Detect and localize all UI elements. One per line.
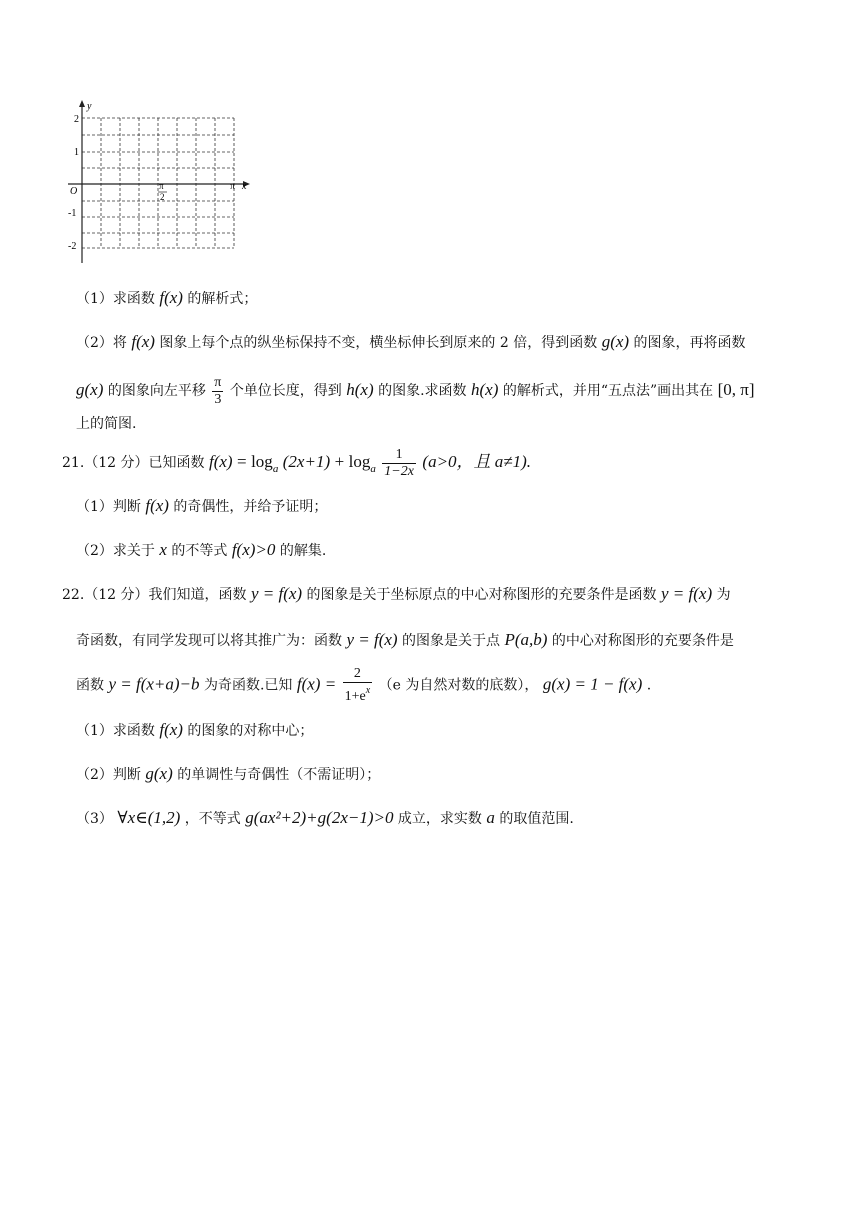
q22-part3: （3） ∀x∈(1,2) ，不等式 g(ax²+2)+g(2x−1)>0 成立，求实数 a 的取值范围. xyxy=(76,808,574,827)
q22-line1: 22.（12 分）我们知道，函数 y = f(x) 的图象是关于坐标原点的中心对称图形的充要条件是函数 y = f(x) 为 xyxy=(62,584,731,603)
q21-part1: （1）判断 f(x) 的奇偶性，并给予证明； xyxy=(76,496,328,515)
y-tick-neg1: -1 xyxy=(68,208,77,219)
y-tick-neg2: -2 xyxy=(68,241,77,252)
q21-part2: （2）求关于 x 的不等式 f(x)>0 的解集. xyxy=(76,540,327,559)
y-tick-2: 2 xyxy=(74,114,79,125)
q20-part2-line3: 上的简图. xyxy=(76,416,137,432)
q22-line3: 函数 y = f(x+a)−b 为奇函数.已知 f(x) = $\frac{2}{1+e^x}$ （e 为自然对数的底数）， g(x) = 1 − f(x) . xyxy=(76,666,652,704)
q20-part2-line2: g(x) 的图象向左平移 $\frac{\pi}{3}$ 个单位长度，得到 h(x) 的图象.求函数 h(x) 的解析式，并用“五点法”画出其在 [0, π] xyxy=(76,374,755,407)
x-axis-label: x xyxy=(242,181,247,192)
fraction-pi-over-3: $\frac{\pi}{3}$ xyxy=(214,374,222,407)
fraction-1-over-1-minus-2x: $\frac{1}{1-2x}$ xyxy=(384,446,414,479)
y-tick-1: 1 xyxy=(74,147,79,158)
q20-part1: （1）求函数 f(x) 的解析式； xyxy=(76,288,258,307)
origin-label: O xyxy=(70,186,78,197)
q22-line2: 奇函数，有同学发现可以将其推广为：函数 y = f(x) 的图象是关于点 P(a,b) 的中心对称图形的充要条件是 xyxy=(76,630,734,649)
x-tick-pi: π xyxy=(230,181,236,192)
x-tick-pi-over-2-num: π xyxy=(159,181,164,191)
q20-part2-line1: （2）将 f(x) 图象上每个点的纵坐标保持不变，横坐标伸长到原来的 2 倍，得到函数 g(x) 的图象，再将函数 xyxy=(76,332,746,351)
coordinate-grid-figure xyxy=(62,98,262,266)
x-tick-pi-over-2-den: 2 xyxy=(160,192,165,202)
y-axis-label: y xyxy=(87,101,92,112)
q21-header: 21.（12 分）已知函数 $f(x) = \log_a (2x+1) + \log_a$ $\frac{1}{1-2x}$ (a>0，且 a≠1). xyxy=(62,446,532,479)
q22-part2: （2）判断 g(x) 的单调性与奇偶性（不需证明）； xyxy=(76,764,381,783)
q22-part1: （1）求函数 f(x) 的图象的对称中心； xyxy=(76,720,314,739)
fraction-2-over-1-plus-e-x: $\frac{2}{1+e^x}$ xyxy=(344,666,371,704)
math-fx: f(x) xyxy=(159,288,183,307)
